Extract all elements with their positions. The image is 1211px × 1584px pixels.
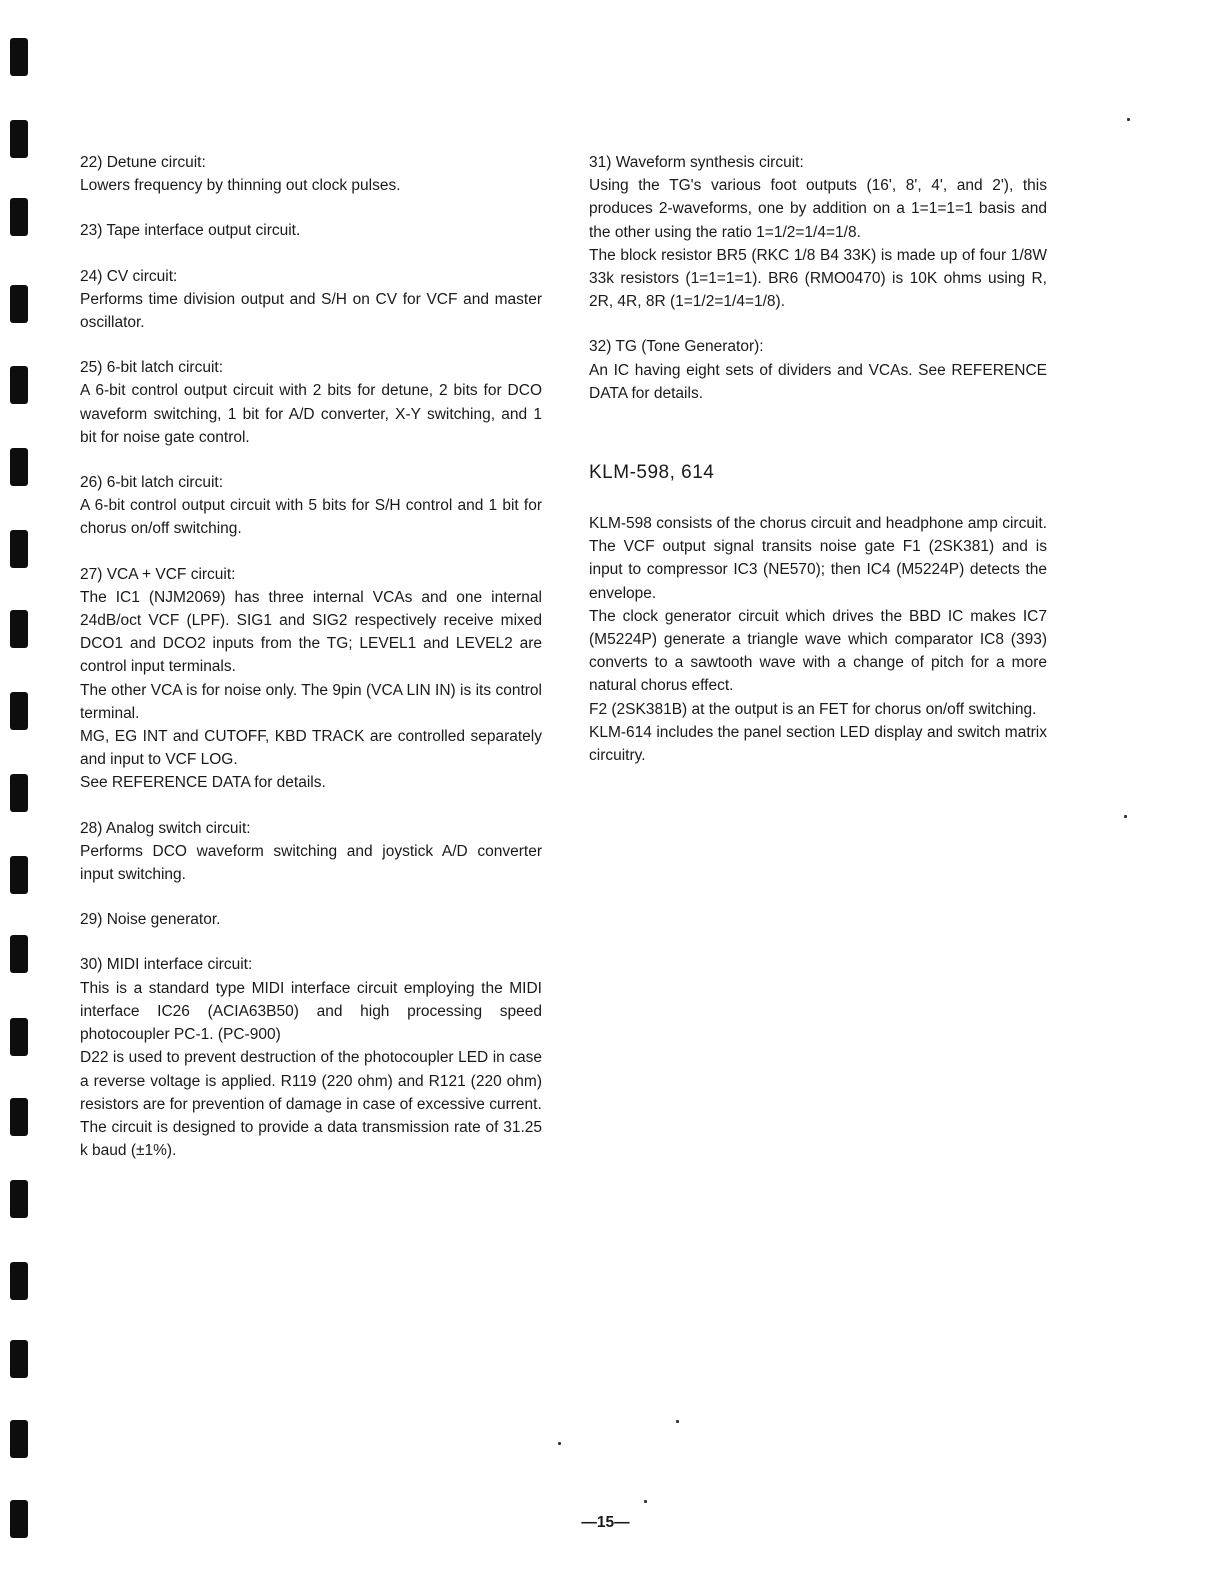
page-number: —15— bbox=[581, 1514, 630, 1531]
binding-mark bbox=[10, 1098, 28, 1136]
section-body: Performs time division output and S/H on CV for VCF and master oscillator. bbox=[80, 290, 542, 332]
binding-mark bbox=[10, 856, 28, 894]
section-body: This is a standard type MIDI interface circuit employing the MIDI interface IC26 (ACIA63B50) and high processing speed photocoupler PC-1. (PC-900) bbox=[80, 979, 542, 1044]
section-23-tape-interface bbox=[80, 219, 542, 242]
scan-speck bbox=[676, 1420, 679, 1423]
section-title: 24) CV circuit: bbox=[80, 267, 178, 285]
section-body: The circuit is designed to provide a data transmission rate of 31.25 k baud (±1%). bbox=[80, 1118, 542, 1160]
section-body: The block resistor BR5 (RKC 1/8 B4 33K) is made up of four 1/8W 33k resistors (1=1=1=1). BR6 (RMO0470) is 10K ohms using R, 2R, 4R, 8R (1=1/2=1/4=1/8). bbox=[589, 246, 1047, 311]
binding-mark bbox=[10, 610, 28, 648]
binding-mark bbox=[10, 1018, 28, 1056]
klm-heading: KLM-598, 614 bbox=[589, 462, 715, 484]
section-32-tone-generator bbox=[589, 335, 1047, 405]
section-22-detune bbox=[80, 151, 542, 197]
section-body: The clock generator circuit which drives the BBD IC makes IC7 (M5224P) generate a triangle wave which comparator IC8 (393) converts to a sawtooth wave with a change of pitch for a more natural chorus effect. bbox=[589, 607, 1047, 695]
section-title: 22) Detune circuit: bbox=[80, 154, 206, 171]
section-30-midi bbox=[80, 953, 542, 1162]
section-31-waveform-synthesis bbox=[589, 151, 1047, 313]
section-body: The IC1 (NJM2069) has three internal VCAs and one internal 24dB/oct VCF (LPF). SIG1 and SIG2 respectively receive mixed DCO1 and DCO2 inputs from the TG; LEVEL1 and LEVEL2 are control input terminals. bbox=[80, 588, 542, 676]
section-body: KLM-598 consists of the chorus circuit and headphone amp circuit. The VCF output signal transits noise gate F1 (2SK381) and is input to compressor IC3 (NE570); then IC4 (M5224P) detects the envelope. bbox=[589, 515, 1047, 602]
section-body: An IC having eight sets of dividers and VCAs. See REFERENCE DATA for details. bbox=[589, 361, 1047, 402]
scan-speck bbox=[1127, 118, 1130, 121]
scan-speck bbox=[1124, 815, 1127, 818]
binding-mark bbox=[10, 692, 28, 730]
binding-mark bbox=[10, 1180, 28, 1218]
binding-mark bbox=[10, 1340, 28, 1378]
section-26-latch bbox=[80, 471, 542, 541]
binding-mark bbox=[10, 198, 28, 236]
section-28-analog-switch bbox=[80, 817, 542, 887]
section-title: 26) 6-bit latch circuit: bbox=[80, 474, 223, 492]
section-body: Lowers frequency by thinning out clock pulses. bbox=[80, 177, 401, 195]
binding-mark bbox=[10, 1262, 28, 1300]
binding-mark bbox=[10, 448, 28, 486]
section-title: 30) MIDI interface circuit: bbox=[80, 956, 253, 974]
binding-mark bbox=[10, 120, 28, 158]
binding-mark bbox=[10, 1420, 28, 1458]
binding-mark bbox=[10, 530, 28, 568]
section-25-latch bbox=[80, 356, 542, 449]
scan-speck bbox=[558, 1442, 561, 1445]
section-body: F2 (2SK381B) at the output is an FET for chorus on/off switching. bbox=[589, 700, 1037, 718]
section-body: The other VCA is for noise only. The 9pin (VCA LIN IN) is its control terminal. bbox=[80, 681, 542, 722]
binding-mark bbox=[10, 366, 28, 404]
left-column bbox=[80, 151, 542, 1184]
section-body: MG, EG INT and CUTOFF, KBD TRACK are controlled separately and input to VCF LOG. bbox=[80, 728, 542, 769]
section-body: A 6-bit control output circuit with 2 bits for detune, 2 bits for DCO waveform switching, 1 bit for A/D converter, X-Y switching, and 1 bit for noise gate control. bbox=[80, 382, 542, 446]
section-body: Performs DCO waveform switching and joystick A/D converter input switching. bbox=[80, 842, 542, 884]
section-title: 23) Tape interface output circuit. bbox=[80, 222, 301, 240]
section-title: 32) TG (Tone Generator): bbox=[589, 338, 764, 356]
scan-speck bbox=[644, 1500, 647, 1503]
section-klm-598-614 bbox=[589, 512, 1047, 767]
section-24-cv bbox=[80, 265, 542, 335]
section-body: Using the TG's various foot outputs (16', 8', 4', and 2'), this produces 2-waveforms, one by addition on a 1=1=1=1 basis and the other using the ratio 1=1/2=1/4=1/8. bbox=[589, 177, 1047, 241]
section-29-noise bbox=[80, 908, 542, 931]
section-body: See REFERENCE DATA for details. bbox=[80, 774, 326, 792]
section-body: D22 is used to prevent destruction of the photocoupler LED in case a reverse voltage is applied. R119 (220 ohm) and R121 (220 ohm) resistors are for prevention of damage in case of excessive current. bbox=[80, 1049, 542, 1113]
right-column bbox=[589, 151, 1047, 789]
section-body: KLM-614 includes the panel section LED display and switch matrix circuitry. bbox=[589, 723, 1047, 765]
section-title: 27) VCA + VCF circuit: bbox=[80, 565, 236, 583]
section-title: 28) Analog switch circuit: bbox=[80, 819, 251, 837]
binding-mark bbox=[10, 935, 28, 973]
binding-mark bbox=[10, 774, 28, 812]
section-body: A 6-bit control output circuit with 5 bits for S/H control and 1 bit for chorus on/off switching. bbox=[80, 497, 542, 538]
binding-mark bbox=[10, 285, 28, 323]
binding-mark bbox=[10, 38, 28, 76]
section-title: 25) 6-bit latch circuit: bbox=[80, 359, 223, 377]
section-title: 29) Noise generator. bbox=[80, 911, 221, 929]
section-27-vca-vcf bbox=[80, 563, 542, 795]
section-title: 31) Waveform synthesis circuit: bbox=[589, 154, 804, 171]
